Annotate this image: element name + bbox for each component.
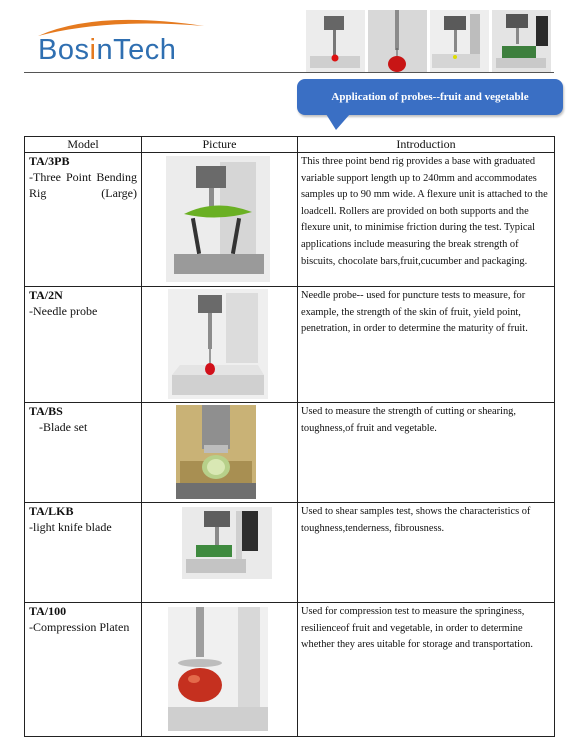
- picture-cell: [142, 287, 298, 403]
- model-description: -Blade set: [39, 420, 88, 434]
- table-row: [25, 153, 555, 287]
- three-point-bending-rig-image: [166, 156, 270, 282]
- model-code: TA/100: [29, 604, 67, 618]
- picture-cell: [142, 603, 298, 737]
- model-cell: [25, 603, 142, 737]
- model-description: -Compression Platen: [29, 620, 130, 634]
- model-description: -light knife blade: [29, 520, 112, 534]
- picture-cell: [142, 503, 298, 603]
- model-cell: [25, 503, 142, 603]
- light-knife-blade-image: [182, 507, 272, 579]
- header-photo-1: [306, 10, 365, 72]
- page-header: [0, 0, 573, 80]
- column-header-model: Model: [25, 137, 142, 153]
- model-cell: [25, 403, 142, 503]
- header-photo-3: [430, 10, 489, 72]
- model-description: -Three Point Bending Rig (Large): [29, 170, 137, 200]
- probe-table: [24, 136, 555, 737]
- section-callout: [297, 79, 563, 115]
- model-code: TA/LKB: [29, 504, 74, 518]
- bosintech-logo: [36, 12, 206, 70]
- header-product-photos: [306, 10, 554, 72]
- column-header-introduction: Introduction: [298, 137, 555, 153]
- model-code: TA/3PB: [29, 154, 70, 168]
- logo-wordmark: BosinTech: [38, 34, 177, 66]
- column-header-picture: Picture: [142, 137, 298, 153]
- table-row: [25, 287, 555, 403]
- model-description: -Needle probe: [29, 304, 98, 318]
- header-rule: [24, 72, 554, 73]
- table-row: [25, 603, 555, 737]
- blade-set-image: [176, 405, 256, 499]
- callout-title: Application of probes--fruit and vegetable: [331, 91, 529, 103]
- model-cell: [25, 287, 142, 403]
- picture-cell: [142, 153, 298, 287]
- needle-probe-image: [168, 289, 268, 399]
- header-photo-2: [368, 10, 427, 72]
- compression-platen-image: [168, 607, 268, 731]
- introduction-cell: Used for compression test to measure the springiness, resilienceof fruit and vegetable, in order to determine whether they ares uitable for storage and transportation.: [298, 603, 555, 737]
- introduction-cell: Needle probe-- used for puncture tests to measure, for example, the strength of the skin of fruit, yield point, penetration, in order to determine the maturity of fruit.: [298, 287, 555, 403]
- callout-pointer: [326, 114, 350, 130]
- header-photo-4: [492, 10, 551, 72]
- model-code: TA/2N: [29, 288, 63, 302]
- introduction-cell: This three point bend rig provides a base with graduated variable support length up to 240mm and accommodates samples up to 90 mm wide. A flexure unit is attached to the loadcell. Rollers are provided on both supports and the flexure unit, to minimise friction during the test. Typical applications include measuring the break strength of biscuits, chocolate bars,fruit,cucumber and packaging.: [298, 153, 555, 287]
- picture-cell: [142, 403, 298, 503]
- model-code: TA/BS: [29, 404, 63, 418]
- table-header-row: [25, 137, 555, 153]
- introduction-cell: Used to measure the strength of cutting or shearing, toughness,of fruit and vegetable.: [298, 403, 555, 503]
- table-row: [25, 503, 555, 603]
- table-row: [25, 403, 555, 503]
- introduction-cell: Used to shear samples test, shows the characteristics of toughness,tenderness, fibrousness.: [298, 503, 555, 603]
- model-cell: [25, 153, 142, 287]
